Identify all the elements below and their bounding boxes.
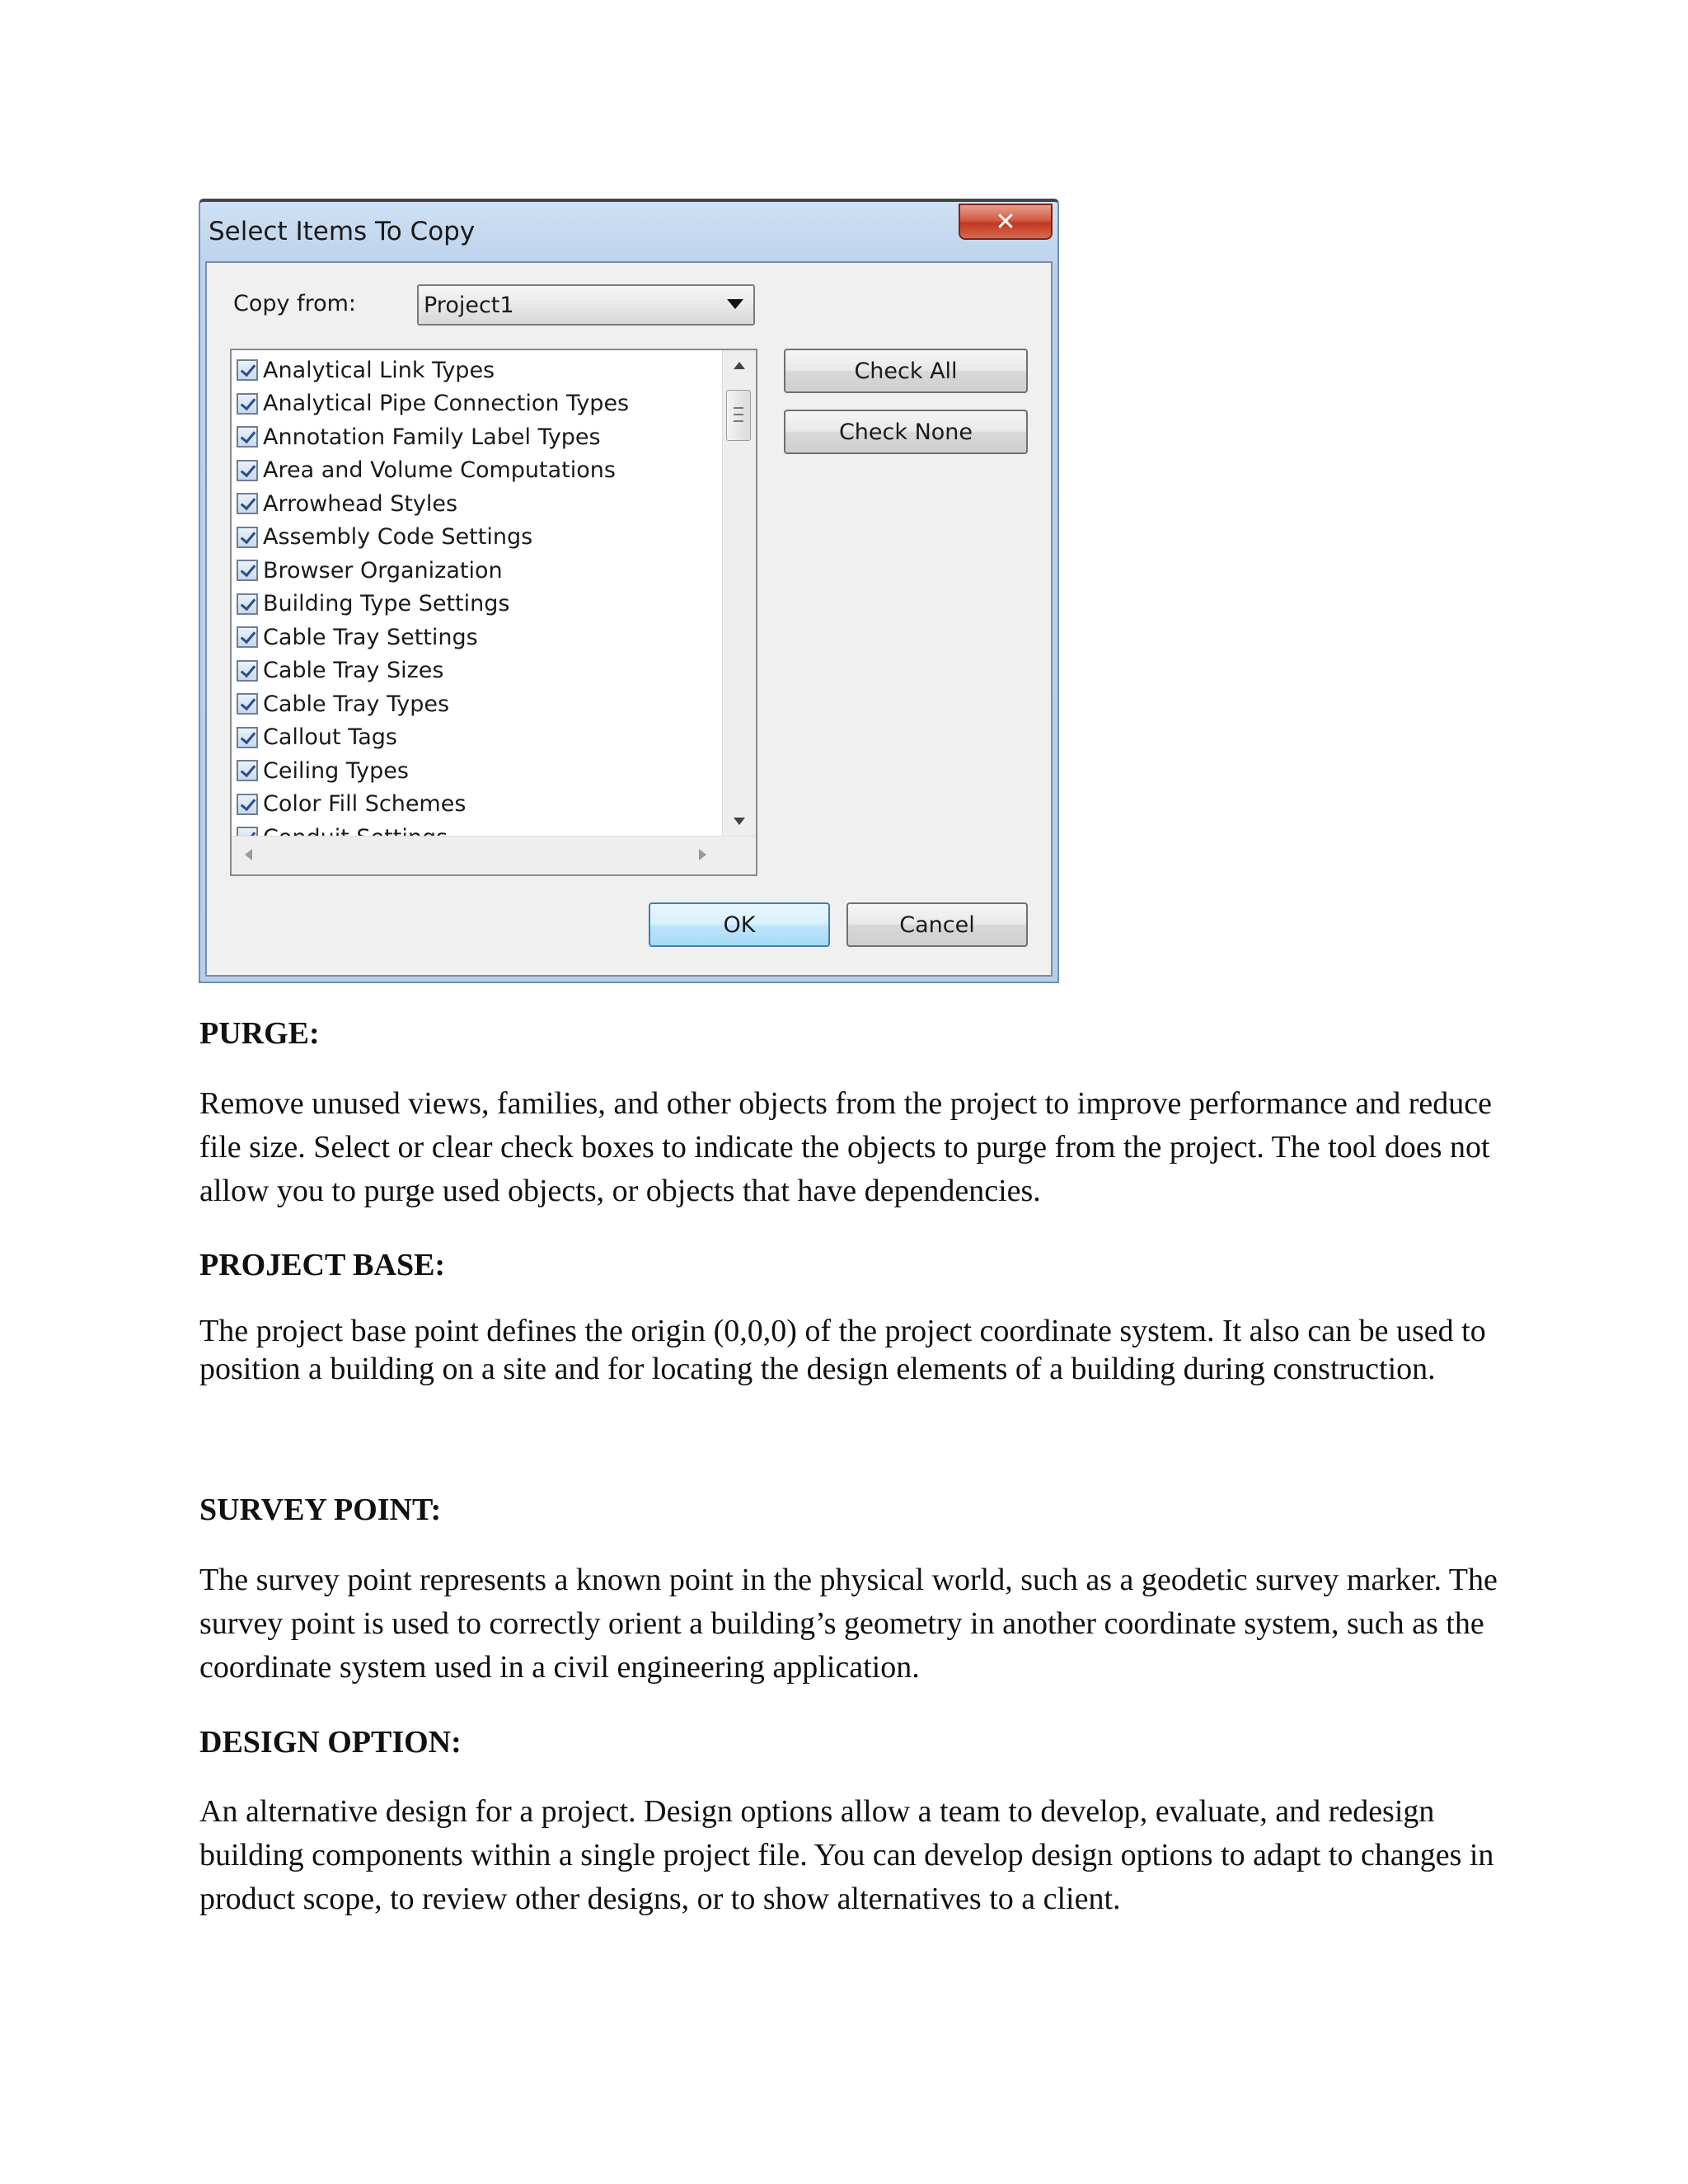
list-item-label: Cable Tray Types (263, 691, 450, 717)
list-item[interactable] (237, 788, 715, 822)
close-button[interactable] (959, 204, 1053, 240)
list-item-label: Analytical Pipe Connection Types (263, 391, 630, 417)
scroll-thumb[interactable] (726, 390, 751, 441)
list-item-label: Cable Tray Settings (263, 624, 478, 650)
items-list[interactable] (230, 349, 757, 876)
checkbox[interactable] (237, 693, 258, 715)
list-item[interactable] (237, 521, 715, 555)
scroll-down-icon[interactable] (734, 818, 745, 825)
section-body-design-option: An alternative design for a project. Design options allow a team to develop, evaluate, and redesign building components within a single project file. You can develop design options to adapt to changes in product scope, to review other designs, or to show alternatives to a client. (199, 1794, 1494, 1916)
list-item-label: Ceiling Types (263, 757, 409, 784)
grip-line (734, 414, 743, 415)
list-item-label: Analytical Link Types (263, 357, 495, 383)
list-item-label: Annotation Family Label Types (263, 424, 601, 450)
checkbox[interactable] (237, 760, 258, 781)
list-item[interactable] (237, 420, 715, 454)
scroll-left-icon[interactable] (245, 849, 252, 860)
scroll-up-icon[interactable] (734, 362, 745, 369)
list-item[interactable] (237, 687, 715, 721)
section-heading-project-base: PROJECT BASE: (199, 1248, 446, 1282)
list-item[interactable] (237, 621, 715, 654)
list-item[interactable] (237, 554, 715, 588)
list-item-label: Cable Tray Sizes (263, 658, 444, 684)
checkbox[interactable] (237, 393, 258, 415)
list-item-label: Building Type Settings (263, 591, 510, 617)
checkbox[interactable] (237, 359, 258, 381)
list-item[interactable] (237, 721, 715, 755)
checkbox[interactable] (237, 660, 258, 682)
check-all-button[interactable]: Check All (784, 349, 1028, 393)
dialog-title: Select Items To Copy (209, 217, 476, 246)
list-item[interactable] (237, 487, 715, 521)
list-item-label: Browser Organization (263, 557, 503, 583)
horizontal-scrollbar[interactable] (232, 836, 756, 874)
checkbox[interactable] (237, 493, 258, 514)
section-body-survey-point: The survey point represents a known point in the physical world, such as a geodetic survey marker. The survey point is used to correctly orient a building’s geometry in another coordinate system, such as the coordinate system used in a civil engineering application. (199, 1563, 1498, 1685)
items-list-content (237, 354, 715, 837)
checkbox[interactable] (237, 560, 258, 581)
select-items-dialog (199, 199, 1059, 983)
checkbox[interactable] (237, 794, 258, 815)
list-item[interactable] (237, 754, 715, 788)
section-heading-survey-point: SURVEY POINT: (199, 1493, 442, 1527)
list-item-label: Arrowhead Styles (263, 490, 458, 517)
grip-line (734, 420, 743, 422)
section-heading-purge: PURGE: (199, 1016, 320, 1051)
copy-from-label: Copy from: (233, 291, 357, 316)
section-body-project-base: The project base point defines the origin (0,0,0) of the project coordinate system. It also can be used to position a building on a site and for locating the design elements of a building during construction. (199, 1314, 1486, 1386)
list-item[interactable] (237, 454, 715, 488)
list-item[interactable] (237, 387, 715, 421)
checkbox[interactable] (237, 426, 258, 448)
list-item[interactable] (237, 654, 715, 688)
chevron-down-icon (727, 299, 743, 309)
dialog-body (205, 261, 1053, 977)
checkbox[interactable] (237, 593, 258, 615)
section-heading-design-option: DESIGN OPTION: (199, 1725, 462, 1760)
checkbox[interactable] (237, 527, 258, 548)
ok-button[interactable]: OK (649, 902, 830, 947)
vertical-scrollbar[interactable] (722, 350, 756, 837)
checkbox[interactable] (237, 460, 258, 481)
copy-from-dropdown[interactable] (417, 284, 755, 326)
cancel-button[interactable]: Cancel (846, 902, 1028, 947)
checkbox[interactable] (237, 626, 258, 648)
close-icon: ✕ (995, 207, 1016, 237)
section-body-purge: Remove unused views, families, and other objects from the project to improve performance and reduce file size. Select or clear check boxes to indicate the objects to purge from the project. The tool does not allow you to purge used objects, or objects that have dependencies. (199, 1086, 1493, 1208)
list-item[interactable] (237, 354, 715, 387)
list-item-label: Assembly Code Settings (263, 524, 533, 551)
check-none-button[interactable]: Check None (784, 410, 1028, 454)
scroll-right-icon[interactable] (699, 849, 706, 860)
checkbox[interactable] (237, 727, 258, 748)
copy-from-value: Project1 (424, 293, 514, 318)
list-item-label: Area and Volume Computations (263, 457, 616, 484)
list-item[interactable] (237, 588, 715, 621)
list-item-label: Color Fill Schemes (263, 791, 467, 818)
list-item-label: Callout Tags (263, 724, 397, 751)
grip-line (734, 407, 743, 409)
